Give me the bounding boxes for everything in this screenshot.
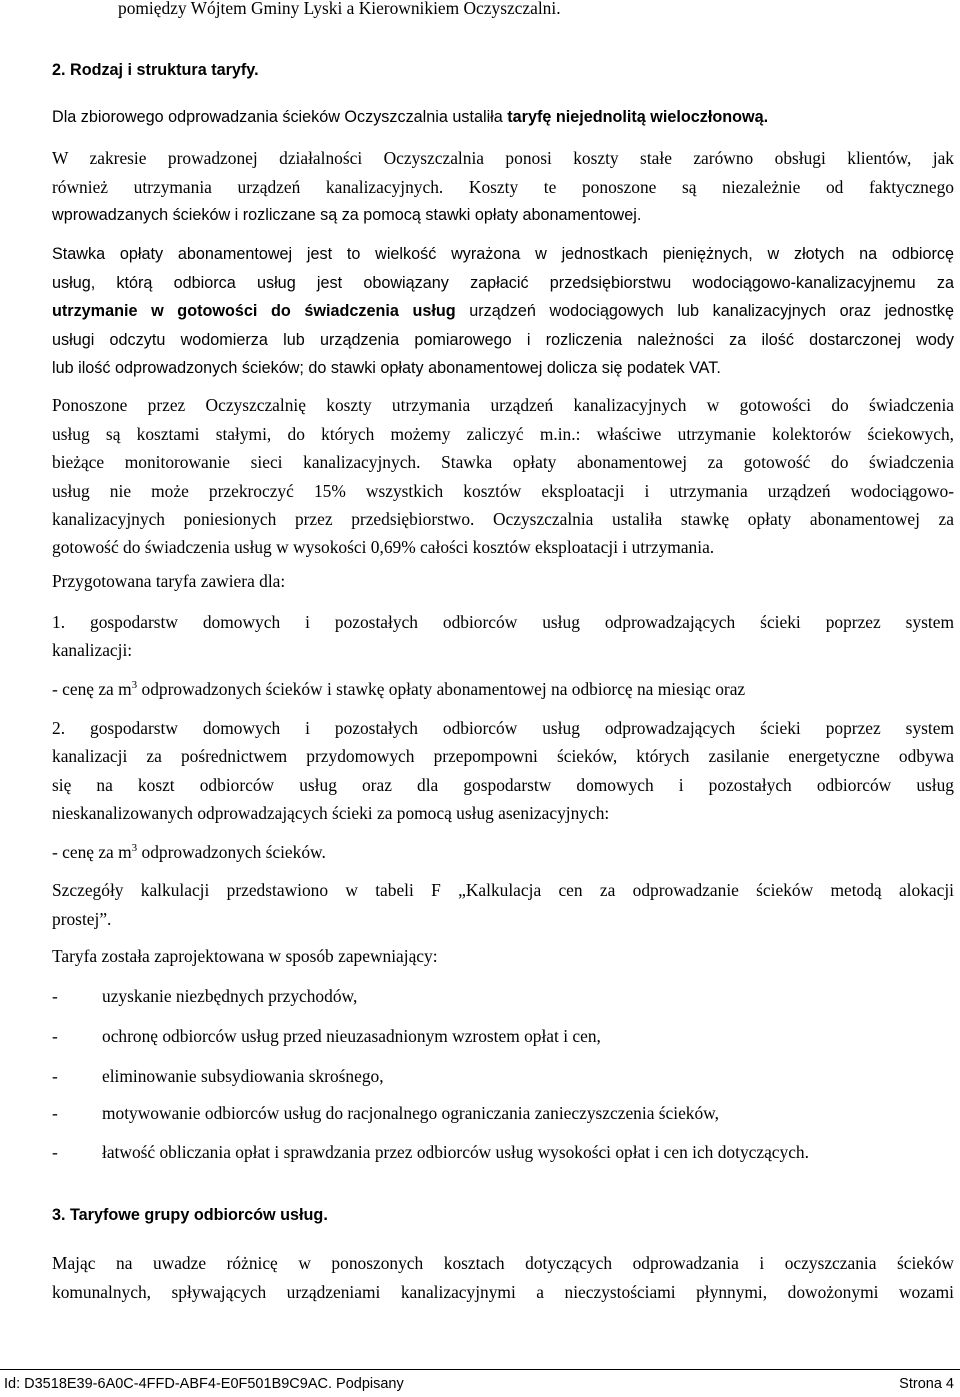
list-item: - ochronę odbiorców usług przed nieuzasadnionym wzrostem opłat i cen, [52, 1026, 601, 1046]
list-item: - motywowanie odbiorców usług do racjonalnego ograniczania zanieczyszczenia ścieków, [52, 1103, 719, 1123]
text-line: Przygotowana taryfa zawiera dla: [52, 571, 286, 591]
text-line: wprowadzanych ścieków i rozliczane są za pomocą stawki opłaty abonamentowej. [52, 206, 642, 224]
text-line: utrzymanie w gotowości do świadczenia usług urządzeń wodociągowych lub kanalizacyjnych oraz jednostkę [52, 302, 954, 320]
section-heading-2: 2. Rodzaj i struktura taryfy. [52, 61, 259, 79]
text-line: nieskanalizowanych odprowadzających ścieki za pomocą usług asenizacyjnych: [52, 803, 610, 823]
text-line: Mając na uwadze różnicę w ponoszonych kosztach dotyczących odprowadzania i oczyszczania ścieków [52, 1253, 954, 1273]
text-line: Taryfa została zaprojektowana w sposób zapewniający: [52, 946, 438, 966]
text-line: komunalnych, spływających urządzeniami kanalizacyjnymi a nieczystościami płynnymi, dowożonymi wozami [52, 1282, 954, 1302]
text-line: - cenę za $m^3$ odprowadzonych ścieków. [52, 842, 326, 862]
text-line: - cenę za $m^3$ odprowadzonych ścieków i stawkę opłaty abonamentowej na odbiorcę na miesiąc oraz [52, 679, 746, 699]
text-line: Stawka opłaty abonamentowej jest to wielkość wyrażona w jednostkach pieniężnych, w złotych na odbiorcę [52, 245, 954, 263]
text-line: usług nie może przekroczyć 15% wszystkich kosztów eksploatacji i utrzymania urządzeń wodociągowo- [52, 481, 954, 501]
text-line: kanalizacji: [52, 640, 133, 660]
text-line: usługi odczytu wodomierza lub urządzenia pomiarowego i rozliczenia należności za ilość dostarczonej wody [52, 331, 954, 349]
text-line: bieżące monitorowanie sieci kanalizacyjnych. Stawka opłaty abonamentowej za gotowość do świadczenia [52, 452, 954, 472]
page-footer [0, 1369, 960, 1397]
section-heading-3: 3. Taryfowe grupy odbiorców usług. [52, 1206, 328, 1224]
list-item: - eliminowanie subsydiowania skrośnego, [52, 1066, 384, 1086]
page-number: Strona 4 [899, 1376, 954, 1392]
text-line: Szczegóły kalkulacji przedstawiono w tabeli F „Kalkulacja cen za odprowadzanie ścieków metodą alokacji [52, 880, 954, 900]
text-line: prostej”. [52, 909, 112, 929]
document-id: Id: D3518E39-6A0C-4FFD-ABF4-E0F501B9C9AC. Podpisany [4, 1376, 404, 1392]
text-line: kanalizacyjnych poniesionych przez przedsiębiorstwo. Oczyszczalnia ustaliła stawkę opłaty abonamentowej za [52, 509, 954, 529]
text-line: Ponoszone przez Oczyszczalnię koszty utrzymania urządzeń kanalizacyjnych w gotowości do świadczenia [52, 395, 954, 415]
text-line: gotowość do świadczenia usług w wysokości 0,69% całości kosztów eksploatacji i utrzymania. [52, 537, 715, 557]
text-line: W zakresie prowadzonej działalności Oczyszczalnia ponosi koszty stałe zarówno obsługi klientów, jak [52, 148, 954, 168]
text-line: również utrzymania urządzeń kanalizacyjnych. Koszty te ponoszone są niezależnie od faktycznego [52, 177, 954, 197]
text-line: usług są kosztami stałymi, do których możemy zaliczyć m.in.: właściwe utrzymanie kolektorów ściekowych, [52, 424, 954, 444]
list-item: - łatwość obliczania opłat i sprawdzania przez odbiorców usług wysokości opłat i cen ich dotyczących. [52, 1142, 809, 1162]
list-item: - uzyskanie niezbędnych przychodów, [52, 986, 358, 1006]
list-item: 2. gospodarstw domowych i pozostałych odbiorców usług odprowadzających ścieki poprzez system [52, 718, 954, 738]
list-item: 1. gospodarstw domowych i pozostałych odbiorców usług odprowadzających ścieki poprzez system [52, 612, 954, 632]
text-line: się na koszt odbiorców usług oraz dla gospodarstw domowych i pozostałych odbiorców usług [52, 775, 954, 795]
text-line: pomiędzy Wójtem Gminy Lyski a Kierownikiem Oczyszczalni. [118, 0, 561, 18]
text-line: lub ilość odprowadzonych ścieków; do stawki opłaty abonamentowej dolicza się podatek VAT. [52, 359, 721, 377]
text-line: usług, którą odbiorca usług jest obowiązany zapłacić przedsiębiorstwu wodociągowo-kanalizacyjnemu za [52, 274, 954, 292]
text-line: Dla zbiorowego odprowadzania ścieków Oczyszczalnia ustaliła taryfę niejednolitą wieloczłonową. [52, 108, 769, 126]
text-line: kanalizacji za pośrednictwem przydomowych przepompowni ścieków, których zasilanie energetyczne odbywa [52, 746, 954, 766]
